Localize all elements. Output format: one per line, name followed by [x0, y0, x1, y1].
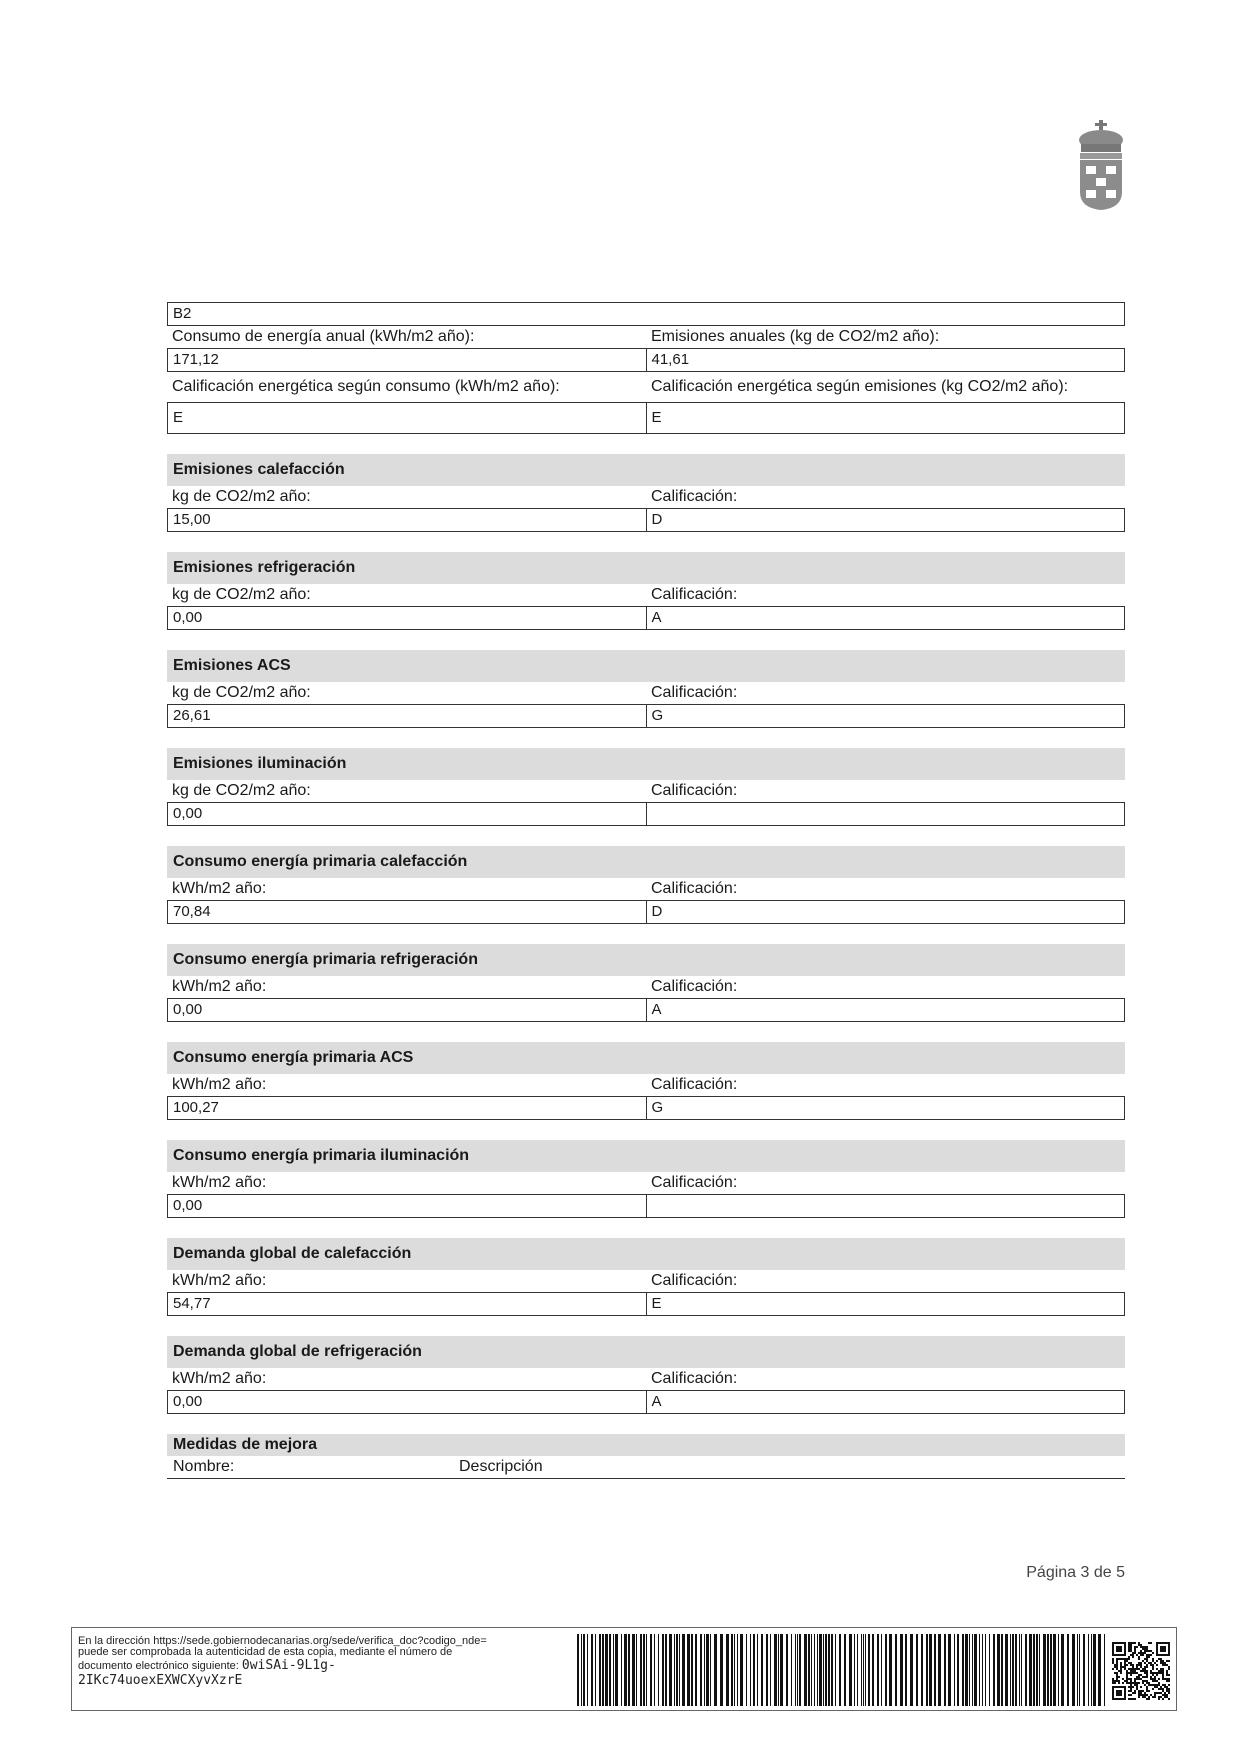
section-block [167, 1336, 1125, 1414]
rating-label: Calificación: [651, 782, 738, 799]
value-label: kg de CO2/m2 año: [172, 782, 311, 799]
consumo-label: Consumo de energía anual (kWh/m2 año): [172, 328, 475, 345]
document-code-part-1: 0wiSAi-9L1g- [241, 1658, 336, 1673]
value-label: kWh/m2 año: [172, 1076, 267, 1093]
medidas-col-descripcion: Descripción [459, 1458, 543, 1475]
section-labels-row [167, 1270, 1125, 1292]
emisiones-value: 41,61 [646, 348, 1126, 372]
calif-emisiones-value: E [646, 402, 1126, 434]
section-values-row [167, 900, 1125, 924]
section-values-row [167, 802, 1125, 826]
qr-code-image [1112, 1642, 1170, 1700]
rating-label: Calificación: [651, 978, 738, 995]
section-header: Demanda global de calefacción [167, 1238, 1125, 1270]
value-field: 0,00 [167, 998, 646, 1022]
section-labels-row [167, 486, 1125, 508]
rating-field: A [646, 606, 1126, 630]
section-block [167, 944, 1125, 1022]
verification-text [78, 1636, 568, 1688]
rating-field: A [646, 998, 1126, 1022]
annual-labels-row [167, 326, 1125, 348]
document-code-part-2: 2IKc74uoexEXWCXyvXzrE [78, 1673, 243, 1688]
rating-field: G [646, 704, 1126, 728]
zone-field: B2 [167, 302, 1125, 326]
value-field: 0,00 [167, 802, 646, 826]
rating-field: E [646, 1292, 1126, 1316]
section-header: Consumo energía primaria refrigeración [167, 944, 1125, 976]
verification-line-2: puede ser comprobada la autenticidad de esta copia, mediante el número de [78, 1646, 453, 1658]
coat-of-arms-logo [1076, 120, 1126, 212]
rating-label: Calificación: [651, 586, 738, 603]
section-labels-row [167, 682, 1125, 704]
section-labels-row [167, 780, 1125, 802]
rating-field: D [646, 508, 1126, 532]
section-values-row [167, 1292, 1125, 1316]
barcode-image [575, 1632, 1111, 1708]
value-field: 0,00 [167, 1390, 646, 1414]
section-header: Emisiones iluminación [167, 748, 1125, 780]
calif-consumo-value: E [167, 402, 646, 434]
section-labels-row [167, 584, 1125, 606]
section-labels-row [167, 1074, 1125, 1096]
value-label: kWh/m2 año: [172, 1272, 267, 1289]
value-field: 70,84 [167, 900, 646, 924]
value-field: 54,77 [167, 1292, 646, 1316]
verification-footer [71, 1627, 1177, 1711]
medidas-header: Medidas de mejora [167, 1434, 1125, 1456]
rating-label: Calificación: [651, 880, 738, 897]
section-values-row [167, 1390, 1125, 1414]
value-label: kWh/m2 año: [172, 1370, 267, 1387]
section-values-row [167, 998, 1125, 1022]
calif-emisiones-label: Calificación energética según emisiones (kg CO2/m2 año): [651, 378, 1069, 395]
annual-values-row [167, 348, 1125, 372]
section-block [167, 1042, 1125, 1120]
value-field: 26,61 [167, 704, 646, 728]
value-label: kg de CO2/m2 año: [172, 586, 311, 603]
section-header: Consumo energía primaria iluminación [167, 1140, 1125, 1172]
rating-label: Calificación: [651, 1272, 738, 1289]
section-labels-row [167, 976, 1125, 998]
rating-field [646, 802, 1126, 826]
verification-line-3-text: documento electrónico siguiente: [78, 1660, 239, 1672]
section-block [167, 552, 1125, 630]
section-block [167, 846, 1125, 924]
section-block [167, 454, 1125, 532]
calif-labels-row [167, 372, 1125, 402]
rating-field: D [646, 900, 1126, 924]
consumo-value: 171,12 [167, 348, 646, 372]
section-header: Consumo energía primaria calefacción [167, 846, 1125, 878]
rating-field: A [646, 1390, 1126, 1414]
section-header: Emisiones calefacción [167, 454, 1125, 486]
value-field: 0,00 [167, 606, 646, 630]
verification-line-3 [78, 1658, 568, 1673]
rating-label: Calificación: [651, 684, 738, 701]
rating-label: Calificación: [651, 488, 738, 505]
section-values-row [167, 1096, 1125, 1120]
value-field: 100,27 [167, 1096, 646, 1120]
sections-list [167, 454, 1125, 1414]
section-labels-row [167, 1172, 1125, 1194]
section-values-row [167, 704, 1125, 728]
section-block [167, 1140, 1125, 1218]
section-labels-row [167, 1368, 1125, 1390]
value-label: kWh/m2 año: [172, 1174, 267, 1191]
section-labels-row [167, 878, 1125, 900]
certificate-content [167, 302, 1125, 1479]
section-block [167, 748, 1125, 826]
section-values-row [167, 606, 1125, 630]
value-field: 0,00 [167, 1194, 646, 1218]
section-values-row [167, 1194, 1125, 1218]
rating-label: Calificación: [651, 1076, 738, 1093]
section-block [167, 650, 1125, 728]
section-header: Emisiones ACS [167, 650, 1125, 682]
section-block [167, 1238, 1125, 1316]
rating-label: Calificación: [651, 1174, 738, 1191]
section-values-row [167, 508, 1125, 532]
calif-values-row [167, 402, 1125, 434]
value-field: 15,00 [167, 508, 646, 532]
page-number: Página 3 de 5 [1026, 1564, 1125, 1581]
value-label: kWh/m2 año: [172, 880, 267, 897]
rating-field [646, 1194, 1126, 1218]
value-label: kg de CO2/m2 año: [172, 488, 311, 505]
section-header: Emisiones refrigeración [167, 552, 1125, 584]
value-label: kWh/m2 año: [172, 978, 267, 995]
section-header: Consumo energía primaria ACS [167, 1042, 1125, 1074]
medidas-columns [167, 1456, 1125, 1479]
emisiones-label: Emisiones anuales (kg de CO2/m2 año): [651, 328, 940, 345]
calif-consumo-label: Calificación energética según consumo (kWh/m2 año): [172, 378, 560, 395]
rating-field: G [646, 1096, 1126, 1120]
medidas-col-nombre: Nombre: [173, 1458, 235, 1475]
verification-line-1: En la dirección https://sede.gobiernodecanarias.org/sede/verifica_doc?codigo_nde= [78, 1635, 487, 1647]
value-label: kg de CO2/m2 año: [172, 684, 311, 701]
section-header: Demanda global de refrigeración [167, 1336, 1125, 1368]
rating-label: Calificación: [651, 1370, 738, 1387]
